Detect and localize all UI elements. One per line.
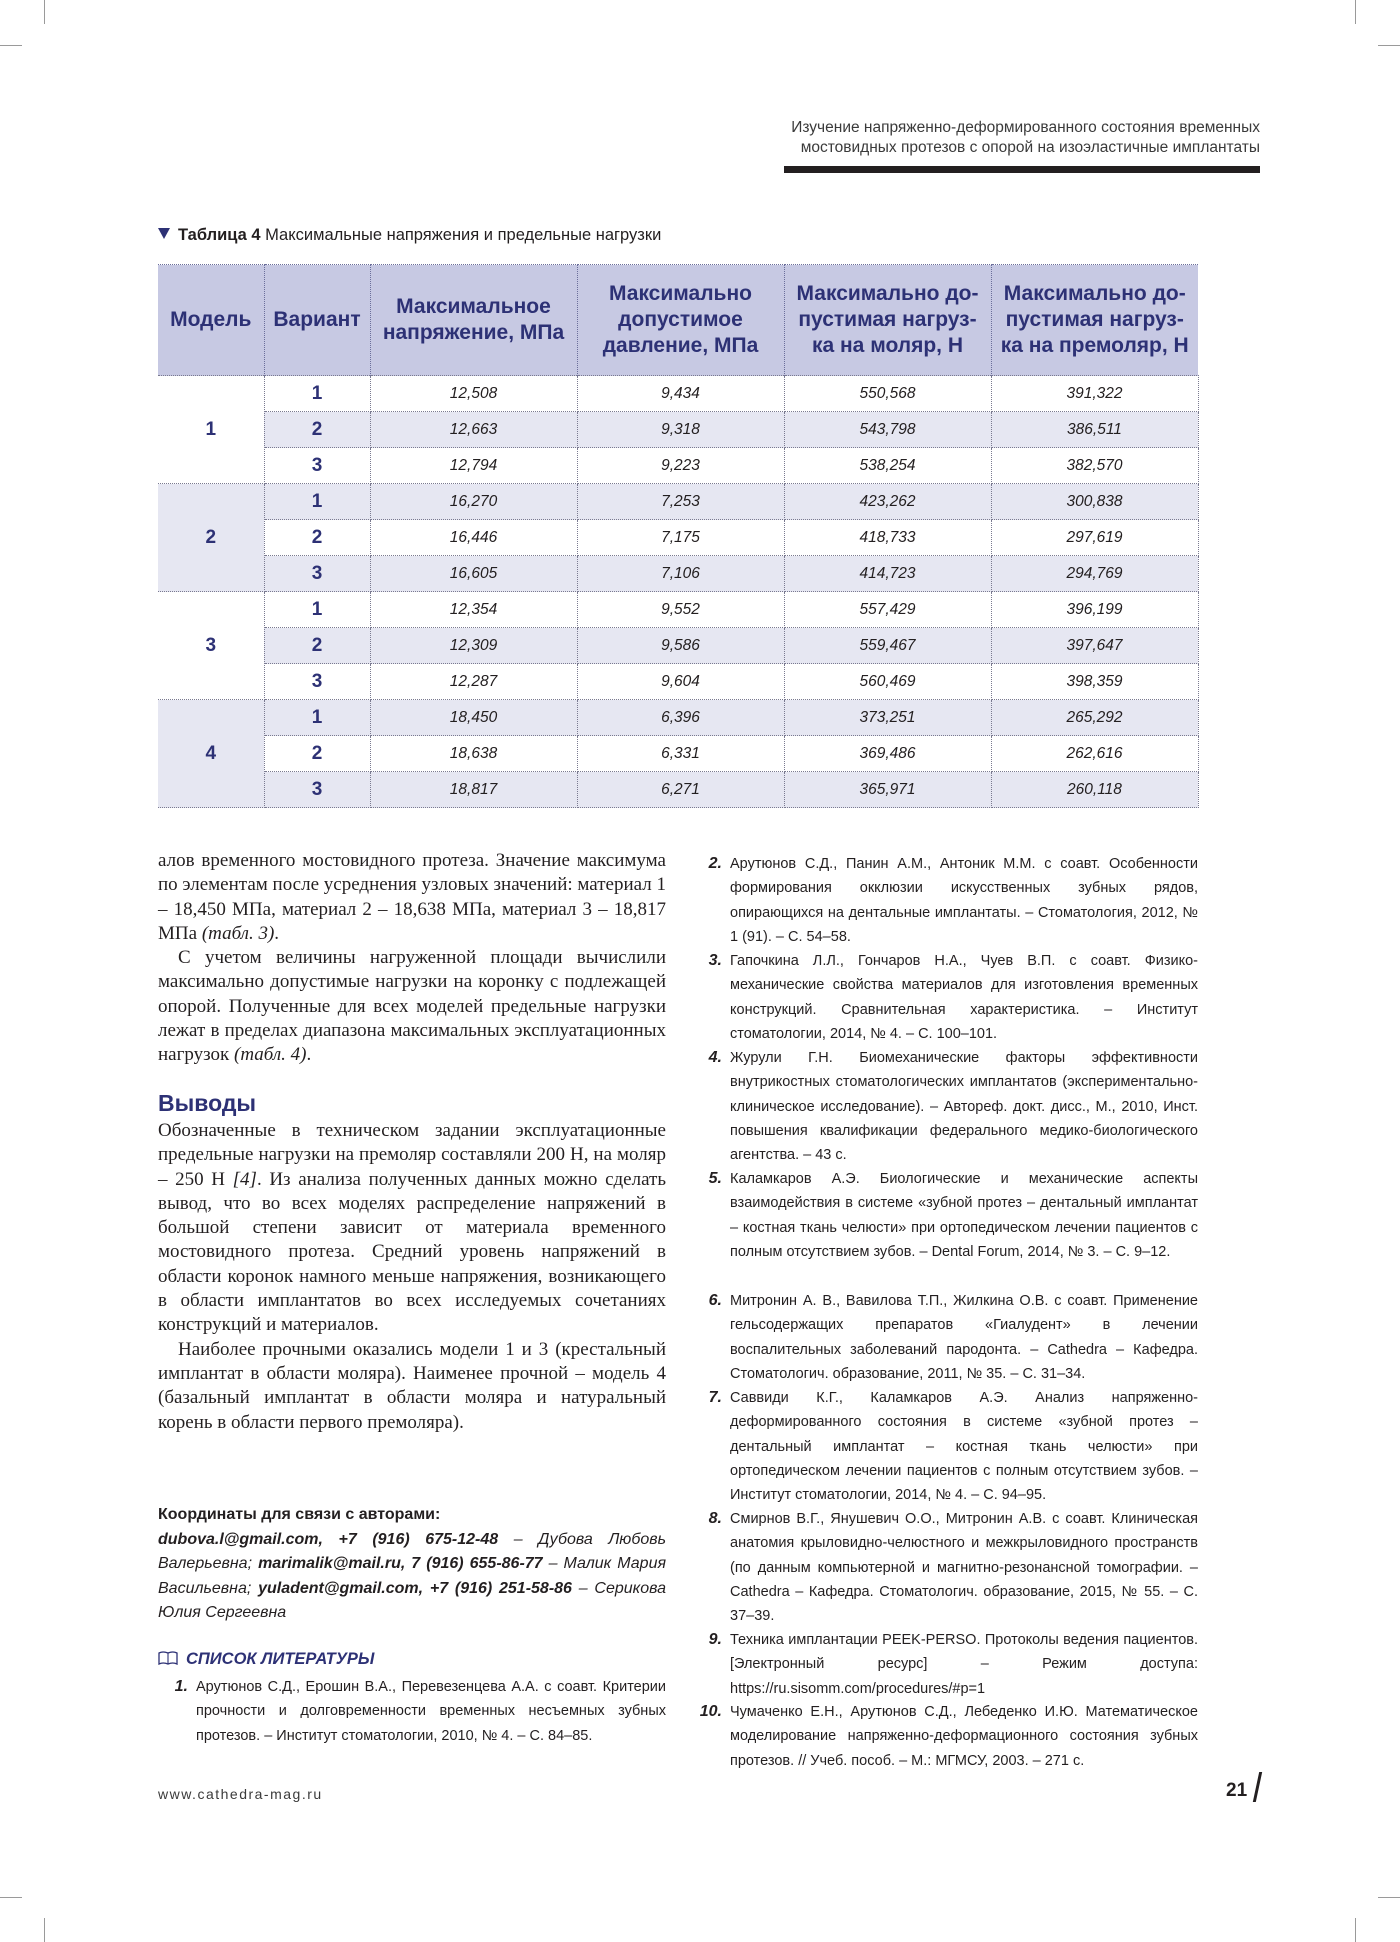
reference-item bbox=[174, 1675, 666, 1748]
variant-cell: 2 bbox=[264, 412, 370, 448]
contact-email[interactable]: marimalik@mail.ru, 7 (916) 655-86-77 bbox=[258, 1555, 543, 1572]
reference-text: Арутюнов С.Д., Панин А.М., Антоник М.М. с соавт. Особенности формирования окклюзии искусственных зубных рядов, опирающихся на дентальные имплантаты. – Стоматология, 2012, № 1 (91). – С. 54–58. bbox=[730, 856, 1198, 945]
table-row bbox=[158, 484, 1198, 520]
crop-mark bbox=[1355, 1918, 1356, 1942]
crop-mark bbox=[0, 1897, 22, 1898]
reference-number: 6. bbox=[708, 1292, 722, 1309]
reference-text: Чумаченко Е.Н., Арутюнов С.Д., Лебеденко И.Ю. Математическое моделирование напряженно-деформационного состояния зубных протезов. // Учеб. пособ. – М.: МГМСУ, 2003. – 271 с. bbox=[730, 1704, 1198, 1769]
contacts-heading: Координаты для связи с авторами: bbox=[158, 1506, 441, 1523]
value-cell: 12,663 bbox=[370, 412, 577, 448]
variant-cell: 2 bbox=[264, 520, 370, 556]
running-head bbox=[700, 118, 1260, 158]
value-cell: 294,769 bbox=[991, 556, 1198, 592]
value-cell: 538,254 bbox=[784, 448, 991, 484]
reference-item bbox=[708, 1507, 1198, 1628]
section-title: Выводы bbox=[158, 1090, 257, 1116]
crop-mark bbox=[44, 0, 45, 24]
model-group bbox=[158, 376, 1198, 484]
header-line: Максимально bbox=[609, 282, 752, 305]
table-row bbox=[158, 592, 1198, 628]
reference-text: Каламкаров А.Э. Биологические и механические аспекты взаимодействия в системе «зубной протез – дентальный имплантат – костная ткань челюсти» при ортопедическом лечении пациентов с полным отсутствием зубов. – Dental Forum, 2014, № 3. – С. 9–12. bbox=[730, 1171, 1198, 1260]
contact-name: – Дубова Любовь Валерьевна; bbox=[158, 1530, 666, 1572]
contact-name: – Малик Мария Васильевна; bbox=[158, 1555, 667, 1597]
author-contacts bbox=[158, 1503, 666, 1626]
table-caption-text: Максимальные напряжения и предельные нагрузки bbox=[260, 226, 662, 244]
value-cell: 369,486 bbox=[784, 736, 991, 772]
book-icon bbox=[158, 1651, 178, 1665]
table-ref: (табл. 3) bbox=[201, 922, 275, 944]
value-cell: 397,647 bbox=[991, 628, 1198, 664]
header-line: Максимальное bbox=[396, 295, 551, 318]
table-row bbox=[158, 700, 1198, 736]
value-cell: 423,262 bbox=[784, 484, 991, 520]
value-cell: 297,619 bbox=[991, 520, 1198, 556]
paragraph bbox=[158, 1119, 666, 1338]
header-line: ка на моляр, Н bbox=[811, 334, 964, 357]
references-heading bbox=[158, 1650, 374, 1669]
variant-cell: 1 bbox=[264, 484, 370, 520]
crop-mark bbox=[1378, 45, 1400, 46]
value-cell: 18,450 bbox=[370, 700, 577, 736]
running-head-line: Изучение напряженно-деформированного состояния временных bbox=[791, 119, 1260, 136]
value-cell: 9,604 bbox=[577, 664, 784, 700]
value-cell: 6,271 bbox=[577, 772, 784, 808]
contacts-text bbox=[158, 1531, 666, 1622]
value-cell: 543,798 bbox=[784, 412, 991, 448]
value-cell: 396,199 bbox=[991, 592, 1198, 628]
value-cell: 386,511 bbox=[991, 412, 1198, 448]
text: . bbox=[274, 922, 280, 944]
reference-item bbox=[708, 852, 1198, 949]
table-row bbox=[158, 448, 1198, 484]
column-header bbox=[991, 265, 1198, 376]
reference-number: 7. bbox=[708, 1389, 722, 1406]
value-cell: 12,287 bbox=[370, 664, 577, 700]
reference-number: 2. bbox=[708, 855, 722, 872]
value-cell: 16,270 bbox=[370, 484, 577, 520]
value-cell: 7,253 bbox=[577, 484, 784, 520]
contact-email[interactable]: dubova.l@gmail.com, +7 (916) 675-12-48 bbox=[158, 1530, 499, 1548]
reference-item bbox=[699, 1700, 1198, 1773]
reference-text: Саввиди К.Г., Каламкаров А.Э. Анализ напряженно-деформированного состояния в системе «зубной протез – дентальный имплантат – костная ткань челюсти» при ортопедическом лечении пациентов с полным отсутствием зубов. – Институт стоматологии, 2014, № 4. – С. 94–95. bbox=[730, 1390, 1198, 1504]
table-header bbox=[158, 265, 1198, 376]
value-cell: 559,467 bbox=[784, 628, 991, 664]
table-ref: (табл. 4) bbox=[234, 1044, 307, 1066]
model-group bbox=[158, 700, 1198, 808]
value-cell: 12,508 bbox=[370, 376, 577, 412]
reference-item bbox=[708, 949, 1198, 1046]
column-header bbox=[264, 265, 370, 376]
value-cell: 398,359 bbox=[991, 664, 1198, 700]
reference-text: Арутюнов С.Д., Ерошин В.А., Перевезенцева А.А. с соавт. Критерии прочности и долговременности временных несъемных зубных протезов. – Институт стоматологии, 2010, № 4. – С. 84–85. bbox=[196, 1679, 666, 1744]
crop-mark bbox=[1355, 0, 1356, 24]
model-cell: 4 bbox=[158, 700, 264, 808]
contact-email[interactable]: yuladent@gmail.com, +7 (916) 251-58-86 bbox=[258, 1579, 572, 1597]
variant-cell: 3 bbox=[264, 664, 370, 700]
value-cell: 560,469 bbox=[784, 664, 991, 700]
text: алов временного мостовидного протеза. Значение максимума по элементам после усреднения узловых значений: материал 1 – 18,450 МПа, материал 2 – 18,638 МПа, материал 3 – 18,817 МПа bbox=[158, 850, 666, 944]
reference-text: Гапочкина Л.Л., Гончаров Н.А., Чуев В.П. с соавт. Физико-механические свойства материалов для изготовления временных конструкций. Сравнительная характеристика. – Институт стоматологии, 2014, № 4. – С. 100–101. bbox=[730, 953, 1198, 1042]
reference-number: 8. bbox=[708, 1510, 722, 1527]
table-row bbox=[158, 736, 1198, 772]
value-cell: 391,322 bbox=[991, 376, 1198, 412]
model-cell: 1 bbox=[158, 376, 264, 484]
header-line: допустимое bbox=[618, 308, 743, 331]
paragraph bbox=[158, 946, 666, 1067]
header-line: напряжение, МПа bbox=[382, 321, 565, 344]
reference-text: Журули Г.Н. Биомеханические факторы эффективности внутрикостных стоматологических имплантатов (экспериментально-клиническое исследование). – Автореф. докт. дисс., М., 2010, Инст. повышения квалификации федерального медико-биологического агентства. – 43 с. bbox=[730, 1050, 1198, 1164]
value-cell: 7,175 bbox=[577, 520, 784, 556]
header-rule bbox=[784, 166, 1260, 173]
variant-cell: 3 bbox=[264, 448, 370, 484]
results-table bbox=[158, 264, 1199, 808]
reference-item bbox=[708, 1289, 1198, 1386]
header-line: давление, МПа bbox=[602, 334, 759, 357]
paragraph bbox=[158, 849, 666, 946]
header-line: Максимально до- bbox=[1003, 282, 1186, 305]
model-group bbox=[158, 484, 1198, 592]
value-cell: 373,251 bbox=[784, 700, 991, 736]
variant-cell: 1 bbox=[264, 592, 370, 628]
crop-mark bbox=[1378, 1897, 1400, 1898]
value-cell: 7,106 bbox=[577, 556, 784, 592]
crop-mark bbox=[44, 1918, 45, 1942]
value-cell: 260,118 bbox=[991, 772, 1198, 808]
table-row bbox=[158, 664, 1198, 700]
model-group bbox=[158, 592, 1198, 700]
value-cell: 12,309 bbox=[370, 628, 577, 664]
journal-url[interactable]: www.cathedra-mag.ru bbox=[158, 1786, 323, 1802]
reference-item bbox=[708, 1386, 1198, 1507]
variant-cell: 3 bbox=[264, 556, 370, 592]
reference-number: 9. bbox=[708, 1631, 722, 1648]
value-cell: 382,570 bbox=[991, 448, 1198, 484]
contact-name: – Серикова Юлия Сергеевна bbox=[158, 1579, 667, 1621]
reference-number: 10. bbox=[699, 1703, 722, 1720]
reference-item bbox=[708, 1046, 1198, 1167]
text: . Из анализа полученных данных можно сделать вывод, что во всех моделях распределение напряжений в большой степени зависит от материала временного мостовидного протеза. Средний уровень напряжений в области коронок намного меньше напряжения, возникающего в области имплантатов во всех исследуемых сочетаниях конструкций и материалов. bbox=[158, 1168, 666, 1336]
table-row bbox=[158, 772, 1198, 808]
header-line: Вариант bbox=[273, 308, 361, 331]
value-cell: 16,605 bbox=[370, 556, 577, 592]
value-cell: 262,616 bbox=[991, 736, 1198, 772]
table-row bbox=[158, 556, 1198, 592]
header-line: пустимая нагруз- bbox=[1005, 308, 1184, 331]
value-cell: 9,223 bbox=[577, 448, 784, 484]
body-text-top bbox=[158, 849, 666, 1068]
value-cell: 9,434 bbox=[577, 376, 784, 412]
value-cell: 12,354 bbox=[370, 592, 577, 628]
value-cell: 12,794 bbox=[370, 448, 577, 484]
header-line: Модель bbox=[170, 308, 252, 331]
references-title: СПИСОК ЛИТЕРАТУРЫ bbox=[186, 1650, 375, 1668]
value-cell: 300,838 bbox=[991, 484, 1198, 520]
text: С учетом величины нагруженной площади вычислили максимально допустимые нагрузки на коронку с подлежащей опорой. Полученные для всех моделей предельные нагрузки лежат в пределах диапазона максимальных эксплуатационных нагрузок bbox=[158, 947, 666, 1066]
column-header bbox=[370, 265, 577, 376]
value-cell: 9,318 bbox=[577, 412, 784, 448]
variant-cell: 2 bbox=[264, 736, 370, 772]
reference-number: 4. bbox=[708, 1049, 722, 1066]
variant-cell: 1 bbox=[264, 376, 370, 412]
variant-cell: 1 bbox=[264, 700, 370, 736]
value-cell: 365,971 bbox=[784, 772, 991, 808]
column-header bbox=[158, 265, 264, 376]
table-row bbox=[158, 628, 1198, 664]
header-line: ка на премоляр, Н bbox=[1000, 334, 1189, 357]
value-cell: 9,586 bbox=[577, 628, 784, 664]
value-cell: 418,733 bbox=[784, 520, 991, 556]
reference-text: Митронин А. В., Вавилова Т.П., Жилкина О.В. с соавт. Применение гельсодержащих препаратов «Гиалудент» в лечении воспалительных заболеваний пародонта. – Cathedra – Кафедра. Стоматологич. образование, 2011, № 35. – С. 31–34. bbox=[730, 1293, 1198, 1382]
column-header bbox=[577, 265, 784, 376]
page-slash-decoration bbox=[1253, 1772, 1262, 1802]
text: Обозначенные в техническом задании эксплуатационные предельные нагрузки на премоляр составляли 200 Н, на моляр – 250 Н bbox=[158, 1120, 666, 1190]
text: . bbox=[306, 1044, 312, 1066]
value-cell: 550,568 bbox=[784, 376, 991, 412]
header-line: Максимально до- bbox=[796, 282, 979, 305]
reference-number: 5. bbox=[708, 1170, 722, 1187]
paragraph: Наиболее прочными оказались модели 1 и 3 (крестальный имплантат в области моляра). Наименее прочной – модель 4 (базальный имплантат в области моляра и натуральный корень в области первого премоляра). bbox=[158, 1338, 666, 1433]
table-row bbox=[158, 376, 1198, 412]
variant-cell: 3 bbox=[264, 772, 370, 808]
value-cell: 18,638 bbox=[370, 736, 577, 772]
table-row bbox=[158, 520, 1198, 556]
model-cell: 2 bbox=[158, 484, 264, 592]
table-number: Таблица 4 bbox=[178, 226, 261, 244]
value-cell: 9,552 bbox=[577, 592, 784, 628]
table-row bbox=[158, 412, 1198, 448]
reference-item bbox=[708, 1628, 1198, 1701]
value-cell: 6,396 bbox=[577, 700, 784, 736]
reference-number: 1. bbox=[174, 1678, 188, 1695]
table-caption bbox=[158, 226, 661, 245]
reference-number: 3. bbox=[708, 952, 722, 969]
crop-mark bbox=[0, 45, 22, 46]
triangle-icon bbox=[158, 228, 170, 239]
page-number: 21 bbox=[1226, 1780, 1248, 1801]
running-head-line: мостовидных протезов с опорой на изоэластичные имплантаты bbox=[800, 139, 1260, 156]
header-line: пустимая нагруз- bbox=[798, 308, 977, 331]
variant-cell: 2 bbox=[264, 628, 370, 664]
body-text-conclusions bbox=[158, 1119, 666, 1435]
header-row bbox=[158, 265, 1198, 376]
value-cell: 414,723 bbox=[784, 556, 991, 592]
column-header bbox=[784, 265, 991, 376]
citation: [4] bbox=[232, 1168, 257, 1190]
reference-text: Смирнов В.Г., Янушевич О.О., Митронин А.В. с соавт. Клиническая анатомия крыловидно-челюстного и межкрыловидного пространств (по данным компьютерной и магнитно-резонансной томографии. – Cathedra – Кафедра. Стоматологич. образование, 2015, № 55. – С. 37–39. bbox=[730, 1511, 1198, 1625]
value-cell: 18,817 bbox=[370, 772, 577, 808]
value-cell: 16,446 bbox=[370, 520, 577, 556]
value-cell: 557,429 bbox=[784, 592, 991, 628]
value-cell: 265,292 bbox=[991, 700, 1198, 736]
reference-item bbox=[708, 1167, 1198, 1264]
value-cell: 6,331 bbox=[577, 736, 784, 772]
model-cell: 3 bbox=[158, 592, 264, 700]
reference-text: Техника имплантации PEEK-PERSO. Протоколы ведения пациентов. [Электронный ресурс] – Режим доступа: https://ru.sisomm.com/procedures/#p=1 bbox=[730, 1632, 1198, 1697]
